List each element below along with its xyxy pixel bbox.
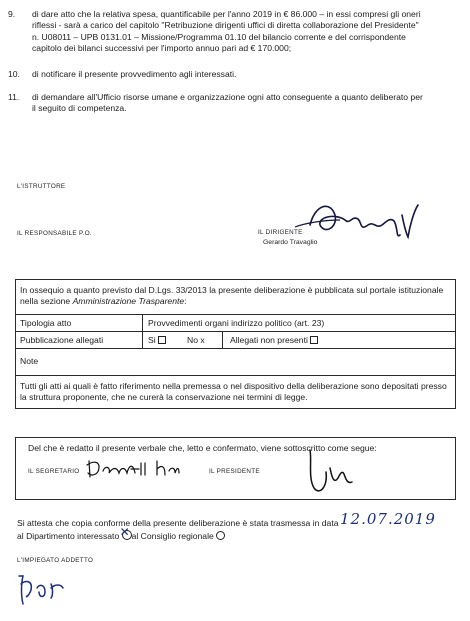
intro-text: nella sezione (20, 296, 73, 307)
divider (142, 314, 143, 348)
divider (15, 331, 456, 332)
presidente-signature (300, 448, 355, 498)
si-checkbox (158, 336, 166, 344)
allegati-non-presenti-label: Allegati non presenti (230, 335, 308, 345)
divider (15, 348, 456, 349)
item-line: il seguito di competenza. (32, 103, 127, 114)
transmission-line2 (17, 525, 225, 542)
item-line: di demandare all'Ufficio risorse umane e organizzazione ogni atto conseguente a quanto deliberato per (32, 92, 423, 102)
dipartimento-radio (119, 525, 132, 540)
dirigente-signature (290, 195, 420, 250)
check-mark-icon: ✕ (119, 525, 130, 539)
footer-line: Tutti gli atti ai quali è fatto riferimento nella premessa o nel dispositivo della deliberazione sono depositati presso (20, 381, 447, 391)
impiegato-label: L'IMPIEGATO ADDETTO (17, 557, 94, 564)
si-label: Si (148, 335, 156, 345)
transmission-line1: Si attesta che copia conforme della presente deliberazione è stata trasmessa in data (17, 518, 339, 528)
istruttore-label: L'ISTRUTTORE (17, 183, 66, 190)
item-line: di dare atto che la relativa spesa, quantificabile per l'anno 2019 in € 86.000 – in essi compresi gli oneri (32, 9, 421, 19)
item-text (32, 9, 458, 55)
publication-footer (20, 381, 452, 404)
intro-line: In ossequio a quanto previsto dal D.Lgs. 33/2013 la presente deliberazione è pubblicata sul portale istituzionale (20, 285, 444, 295)
responsabile-label: IL RESPONSABILE P.O. (17, 230, 92, 237)
divider (15, 314, 456, 315)
tipologia-value: Provvedimenti organi indirizzo politico (art. 23) (148, 318, 325, 328)
consiglio-radio (216, 531, 225, 540)
no-option: No x (187, 335, 205, 345)
divider (15, 375, 456, 376)
dirigente-label: IL DIRIGENTE (258, 229, 303, 236)
item-number: 9. (8, 9, 16, 19)
intro-line (20, 296, 452, 307)
item-number: 11. (8, 92, 20, 102)
allegati-label: Pubblicazione allegati (20, 335, 104, 345)
note-label: Note (20, 356, 39, 366)
transmission-date: 12.07.2019 (340, 510, 436, 528)
item-line: capitolo dei bilanci successivi per l'importo annuo pari ad € 170.000; (32, 43, 292, 54)
segretario-label: IL SEGRETARIO (28, 468, 80, 475)
allegati-non-presenti (230, 335, 318, 346)
segretario-signature (85, 455, 180, 483)
impiegato-signature (15, 570, 85, 610)
publication-intro (20, 285, 452, 308)
verbale-text: Del che è redatto il presente verbale che, letto e confermato, viene sottoscritto come segue: (28, 443, 377, 453)
footer-line: la struttura proponente, che ne curerà la conservazione nei termini di legge. (20, 392, 308, 403)
allegati-checkbox (310, 336, 318, 344)
intro-text: : (184, 296, 187, 307)
item-line: di notificare il presente provvedimento agli interessati. (32, 69, 237, 79)
amministrazione-trasparente: Amministrazione Trasparente (72, 296, 185, 307)
presidente-label: IL PRESIDENTE (209, 468, 260, 475)
divider (222, 331, 223, 348)
item-line: n. U08011 – UPB 0131.01 – Missione/Programma 01.10 del bilancio corrente e del corrispondente (32, 31, 406, 42)
dipartimento-label: al Dipartimento interessato (17, 531, 120, 541)
item-text (32, 92, 458, 115)
tipologia-label: Tipologia atto (20, 318, 72, 328)
item-number: 10. (8, 69, 20, 79)
item-text (32, 69, 458, 80)
si-option (148, 335, 166, 346)
item-line: riflessi - sarà a carico del capitolo "Retribuzione dirigenti uffici di diretta collaborazione del Presidente" (32, 20, 419, 31)
consiglio-label: al Consiglio regionale (131, 531, 214, 541)
dirigente-name: Gerardo Travaglio (263, 239, 318, 246)
